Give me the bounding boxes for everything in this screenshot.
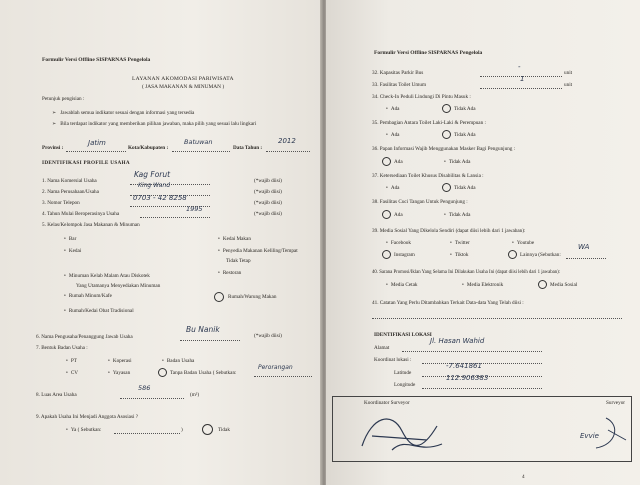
q33-unit: unit xyxy=(564,82,573,88)
kota-label: Kota/Kabupaten : xyxy=(128,145,169,151)
instagram-selected-circle xyxy=(382,250,391,259)
q36-label: 36. Papan Informasi Wajib Menggunakan Masker Bagi Pengunjung : xyxy=(372,146,516,152)
q40-label: 40. Sarana Promosi/Iklan Yang Selama Ini Dilakukan Usaha Ini (dapat diisi lebih dari 1 jawaban): xyxy=(372,270,561,275)
q3-value[interactable]: 0703 - 42 8258 xyxy=(133,194,187,202)
longitude-value[interactable]: 112.906383 xyxy=(446,374,489,382)
option-media-cetak[interactable]: • Media Cetak xyxy=(386,282,417,288)
option-penyedia-makanan[interactable]: • Penyedia Makanan Keliling/Tempat xyxy=(218,248,298,254)
latitude-value[interactable]: -7.641861 xyxy=(446,362,482,370)
longitude-label: Longitude xyxy=(394,382,416,388)
q32-unit: unit xyxy=(564,70,573,76)
q2-required: (*wajib diisi) xyxy=(254,189,282,195)
instruction-2: ➢ Bila terdapat indikator yang memberikan pilihan jawaban, maka pilih yang sesuai lalu lingkari xyxy=(52,121,257,127)
kota-value[interactable]: Batuwan xyxy=(184,138,213,146)
q8-value[interactable]: 586 xyxy=(138,384,151,392)
q1-value[interactable]: Kag Forut xyxy=(134,170,171,179)
option-rumah-minum[interactable]: • Rumah Minum/Kafe xyxy=(64,293,112,299)
q2-label: 2. Nama Perusahaan/Usaha xyxy=(42,189,99,195)
provinsi-label: Provinsi : xyxy=(42,145,64,151)
q3-label: 3. Nomor Telepon xyxy=(42,200,80,206)
q34-label: 34. Check-In Peduli Lindungi Di Pintu Masuk : xyxy=(372,94,471,100)
option-tidak[interactable]: Tidak xyxy=(218,427,230,433)
form-header: Formulir Versi Offline SISPARNAS Pengelola xyxy=(42,57,151,63)
lokasi-title: IDENTIFIKASI LOKASI xyxy=(374,332,432,338)
option-rumah-makan[interactable]: Rumah/Warung Makan xyxy=(228,294,277,300)
q1-required: (*wajib diisi) xyxy=(254,178,282,184)
option-minuman-kelab[interactable]: • Minuman Kelab Malam Atau Diskotek xyxy=(64,273,150,279)
provinsi-value[interactable]: Jatim xyxy=(88,139,106,147)
q37-selected-circle xyxy=(442,183,451,192)
q41-line xyxy=(372,318,622,319)
alamat-line xyxy=(402,351,542,352)
form-page-right xyxy=(326,0,640,485)
q6-label: 6. Nama Pengusaha/Penanggung Jawab Usaha xyxy=(36,334,133,340)
q35-option-tidak-ada[interactable]: Tidak Ada xyxy=(454,132,476,138)
provinsi-line xyxy=(66,151,126,152)
tanpa-line xyxy=(254,376,312,377)
q2-value[interactable]: King Wand xyxy=(138,182,171,189)
option-lainnya[interactable]: Lainnya (Sebutkan: xyxy=(520,252,561,258)
q4-label: 4. Tahun Mulai Beroperasinya Usaha xyxy=(42,211,120,217)
q32-value[interactable]: - xyxy=(518,63,521,71)
q34-option-tidak-ada[interactable]: Tidak Ada xyxy=(454,106,476,112)
form-subtitle: ( JASA MAKANAN & MINUMAN ) xyxy=(142,84,225,90)
alamat-label: Alamat xyxy=(374,345,390,351)
q36-option-tidak-ada[interactable]: • Tidak Ada xyxy=(444,159,470,165)
latitude-label: Latitude xyxy=(394,370,412,376)
option-media-elektronik[interactable]: • Media Elektronik xyxy=(462,282,503,288)
q37-label: 37. Ketersediaan Toilet Khusus Disabilitas & Lansia : xyxy=(372,173,484,179)
q32-label: 32. Kapasitas Parkir Bus xyxy=(372,70,424,76)
q34-option-ada[interactable]: • Ada xyxy=(386,106,399,112)
option-youtube[interactable]: • Youtube xyxy=(512,240,534,246)
option-tiktok[interactable]: • Tiktok xyxy=(450,252,468,258)
option-kedai[interactable]: • Kedai xyxy=(64,248,81,254)
tahun-label: Data Tahun : xyxy=(233,145,263,151)
section-title-profile: IDENTIFIKASI PROFILE USAHA xyxy=(42,160,130,166)
q35-label: 35. Pembagian Antara Toilet Laki-Laki & Perempuan : xyxy=(372,120,486,126)
ya-line xyxy=(114,433,180,434)
q35-option-ada[interactable]: • Ada xyxy=(386,132,399,138)
q6-value[interactable]: Bu Nanik xyxy=(186,325,220,334)
option-yayasan[interactable]: • Yayasan xyxy=(108,370,130,376)
lainnya-value[interactable]: WA xyxy=(578,243,590,251)
q34-selected-circle xyxy=(442,104,451,113)
q1-label: 1. Nama Komersial Usaha xyxy=(42,178,97,184)
option-restoran[interactable]: • Restoran xyxy=(218,270,241,276)
selected-circle-tidak xyxy=(202,424,213,435)
tanpa-value[interactable]: Perorangan xyxy=(258,364,293,371)
koordinat-label: Koordinat lokasi : xyxy=(374,357,412,363)
q8-line xyxy=(120,398,184,399)
q33-label: 33. Fasilitas Toilet Umum xyxy=(372,82,427,88)
alamat-value[interactable]: Jl. Hasan Wahid xyxy=(430,337,485,345)
option-ya[interactable]: • Ya ( Sebutkan: xyxy=(66,427,101,433)
ya-close: ) xyxy=(181,427,183,433)
q33-line xyxy=(480,88,562,89)
option-badan-usaha[interactable]: • Badan Usaha xyxy=(162,358,194,364)
tahun-line xyxy=(266,151,310,152)
q6-required: (*wajib diisi) xyxy=(254,333,282,339)
q6-line xyxy=(180,340,240,341)
option-instagram[interactable]: Instagram xyxy=(394,252,415,258)
selected-circle xyxy=(214,292,224,302)
instruction-1: ➢ Jawablah semua indikator sesuai dengan informasi yang tersedia xyxy=(52,110,195,116)
form-title: LAYANAN AKOMODASI PARIWISATA xyxy=(132,76,234,82)
koordinator-signature xyxy=(352,406,452,458)
q9-label: 9. Apakah Usaha Ini Menjadi Anggota Asosiasi ? xyxy=(36,414,139,420)
option-koperasi[interactable]: • Koperasi xyxy=(108,358,132,364)
q38-selected-circle xyxy=(382,210,391,219)
q5-label: 5. Kelas/Kelompok Jasa Makanan & Minuman xyxy=(42,222,140,228)
q4-value[interactable]: 1995 xyxy=(186,205,203,213)
q41-label: 41. Catatan Yang Perlu Ditambahkan Terkait Data-data Yang Telah diisi : xyxy=(372,300,524,306)
kota-line xyxy=(172,151,230,152)
q7-label: 7. Bentuk Badan Usaha : xyxy=(36,345,88,351)
instruction-1-text: Jawablah semua indikator sesuai dengan informasi yang tersedia xyxy=(60,110,195,116)
lainnya-selected-circle xyxy=(508,250,517,259)
q37-option-tidak-ada[interactable]: Tidak Ada xyxy=(454,185,476,191)
q4-line xyxy=(140,217,210,218)
surveyor-label: Surveyor xyxy=(606,400,626,406)
option-pt[interactable]: • PT xyxy=(66,358,77,364)
koordinator-label: Koordinator Surveyor xyxy=(364,400,410,406)
option-facebook[interactable]: • Facebook xyxy=(386,240,411,246)
selected-circle-tanpa xyxy=(158,368,167,377)
longitude-line xyxy=(422,388,542,389)
instruction-2-text: Bila terdapat indikator yang memberikan pilihan jawaban, maka pilih yang sesuai lalu lingkari xyxy=(60,121,257,127)
q33-value[interactable]: 1 xyxy=(520,75,525,83)
option-cv[interactable]: • CV xyxy=(66,370,78,376)
lainnya-line xyxy=(566,258,606,259)
koordinat-line xyxy=(422,363,542,364)
q35-selected-circle xyxy=(442,130,451,139)
option-bar[interactable]: • Bar xyxy=(64,236,76,242)
q38-option-tidak-ada[interactable]: • Tidak Ada xyxy=(444,212,470,218)
q8-unit: (m²) xyxy=(190,392,200,398)
option-tanpa-badan[interactable]: Tanpa Badan Usaha ( Sebutkan: xyxy=(170,370,237,376)
surveyor-signature-name: Evvie xyxy=(580,432,599,440)
q37-option-ada[interactable]: • Ada xyxy=(386,185,399,191)
page-number: 4 xyxy=(522,474,525,480)
media-sosial-selected-circle xyxy=(538,280,547,289)
q36-option-ada[interactable]: Ada xyxy=(394,159,403,165)
option-minuman-kelab-cont: Yang Utamanya Menyediakan Minuman xyxy=(76,283,161,289)
q38-label: 38. Fasilitas Cuci Tangan Untuk Pengunjung : xyxy=(372,199,468,205)
q8-label: 8. Luas Area Usaha xyxy=(36,392,77,398)
instructions-title: Petunjuk pengisian : xyxy=(42,96,85,102)
q38-option-ada[interactable]: Ada xyxy=(394,212,403,218)
q4-required: (*wajib diisi) xyxy=(254,211,282,217)
option-rumah-obat[interactable]: • Rumah/Kedai Obat Tradisional xyxy=(64,308,134,314)
q39-label: 39. Media Sosial Yang Dikelola Sendiri (dapat diisi lebih dari 1 jawaban): xyxy=(372,228,526,234)
option-kedai-makan[interactable]: • Kedai Makan xyxy=(218,236,251,242)
option-penyedia-makanan-cont: Tidak Tetap xyxy=(226,258,251,264)
q36-selected-circle xyxy=(382,157,391,166)
form-header-right: Formulir Versi Offline SISPARNAS Pengelola xyxy=(374,50,483,56)
q3-required: (*wajib diisi) xyxy=(254,200,282,206)
option-media-sosial[interactable]: Media Sosial xyxy=(550,282,578,288)
tahun-value[interactable]: 2012 xyxy=(278,137,296,145)
option-twitter[interactable]: • Twitter xyxy=(450,240,470,246)
